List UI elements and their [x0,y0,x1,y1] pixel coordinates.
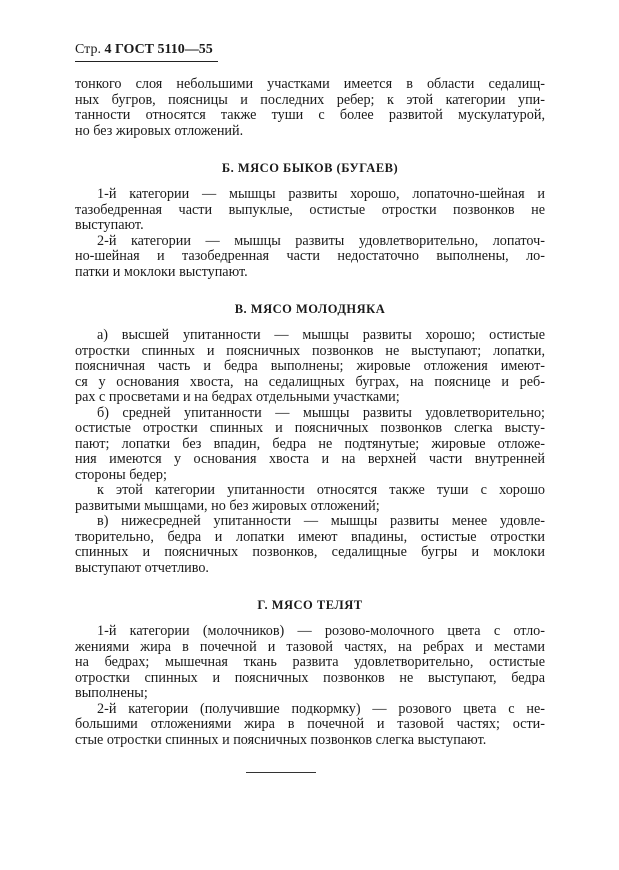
text-line: пают; лопатки без впадин, бедра не подтянутые; жировые отложе- [75,435,545,452]
text-line: ния имеются у основания хвоста и на верхней части внутренней [75,451,545,467]
text-line: танности относятся также туши с более развитой мускулатурой, [75,107,545,123]
text-line: в) нижесредней упитанности — мышцы развиты менее удовле- [97,513,545,529]
page-number: 4 [104,42,112,57]
text-line: 1-й категории (молочников) — розово-молочного цвета с отло- [97,623,545,639]
text-line: выполнены; [75,685,148,701]
text-line: к этой категории упитанности относятся также туши с хорошо [97,482,545,498]
paragraph [75,406,545,484]
paragraph [75,624,545,702]
text-line: а) высшей упитанности — мышцы развиты хорошо; остистые [97,327,545,343]
section-heading: В. МЯСО МОЛОДНЯКА [234,302,386,316]
text-line: 1-й категории — мышцы развиты хорошо, лопаточно-шейная и [97,186,545,202]
text-line: спинных и поясничных позвонков, седалищные бугры и моклоки [75,544,545,560]
text-line: выступают отчетливо. [75,559,209,576]
text-line: тазобедренная части выпуклые, остистые отростки позвонков не [75,201,545,218]
paragraph [75,514,545,576]
paragraph [75,328,545,406]
text-line: тонкого слоя небольшими участками имеется в области седалищ- [75,76,545,92]
page-header [75,42,218,62]
section-heading: Г. МЯСО ТЕЛЯТ [257,598,363,612]
text-line: жениями жира в почечной и тазовой частях, на ребрах и местами [75,638,545,655]
paragraph [75,483,545,514]
text-line: б) средней упитанности — мышцы развиты удовлетворительно; [97,404,545,421]
text-line: ся у основания хвоста, на седалищных буграх, на пояснице и реб- [75,373,545,390]
text-line: 2-й категории — мышцы развиты удовлетворительно, лопаточ- [97,232,545,249]
paragraph [75,187,545,234]
text-line: развитыми мышцами, но без жировых отложений; [75,497,380,514]
page-label: Стр. [75,42,101,57]
section-heading: Б. МЯСО БЫКОВ (БУГАЕВ) [221,161,399,175]
text-line: творительно, бедра и лопатки имеют впадины, остистые отростки [75,528,545,545]
text-line: но-шейная и тазобедренная части недостаточно выполнены, ло- [75,248,545,264]
document-body [75,77,545,748]
text-line: рах с просветами и на бедрах отдельными участками; [75,389,400,405]
text-line: на бедрах; мышечная ткань развита удовлетворительно, остистые [75,654,545,670]
paragraph [75,234,545,281]
text-line: но без жировых отложений. [75,122,244,139]
text-line: поясничная часть и бедра выполнены; жировые отложения имеют- [75,358,545,374]
standard-number: 5110—55 [157,42,213,57]
text-line: патки и моклоки выступают. [75,263,248,280]
text-line: отростки спинных и поясничных позвонков не выступают; лопатки, [75,342,545,359]
text-line: большими отложениями жира в почечной и тазовой частях; ости- [75,716,545,732]
text-line: 2-й категории (получившие подкормку) — розового цвета с не- [97,700,545,717]
text-line: остистые отростки спинных и поясничных позвонков слегка высту- [75,420,545,436]
text-line: стые отростки спинных и поясничных позвонков слегка выступают. [75,731,487,748]
text-line: стороны бедер; [75,466,167,483]
text-line: отростки спинных и поясничных позвонков не выступают, бедра [75,669,545,686]
text-line: ных бугров, поясницы и последних ребер; к этой категории упи- [75,91,545,108]
text-line: выступают. [75,217,144,233]
standard-label: ГОСТ [114,42,155,57]
paragraph [75,702,545,749]
paragraph [75,77,545,139]
end-rule [246,772,316,773]
